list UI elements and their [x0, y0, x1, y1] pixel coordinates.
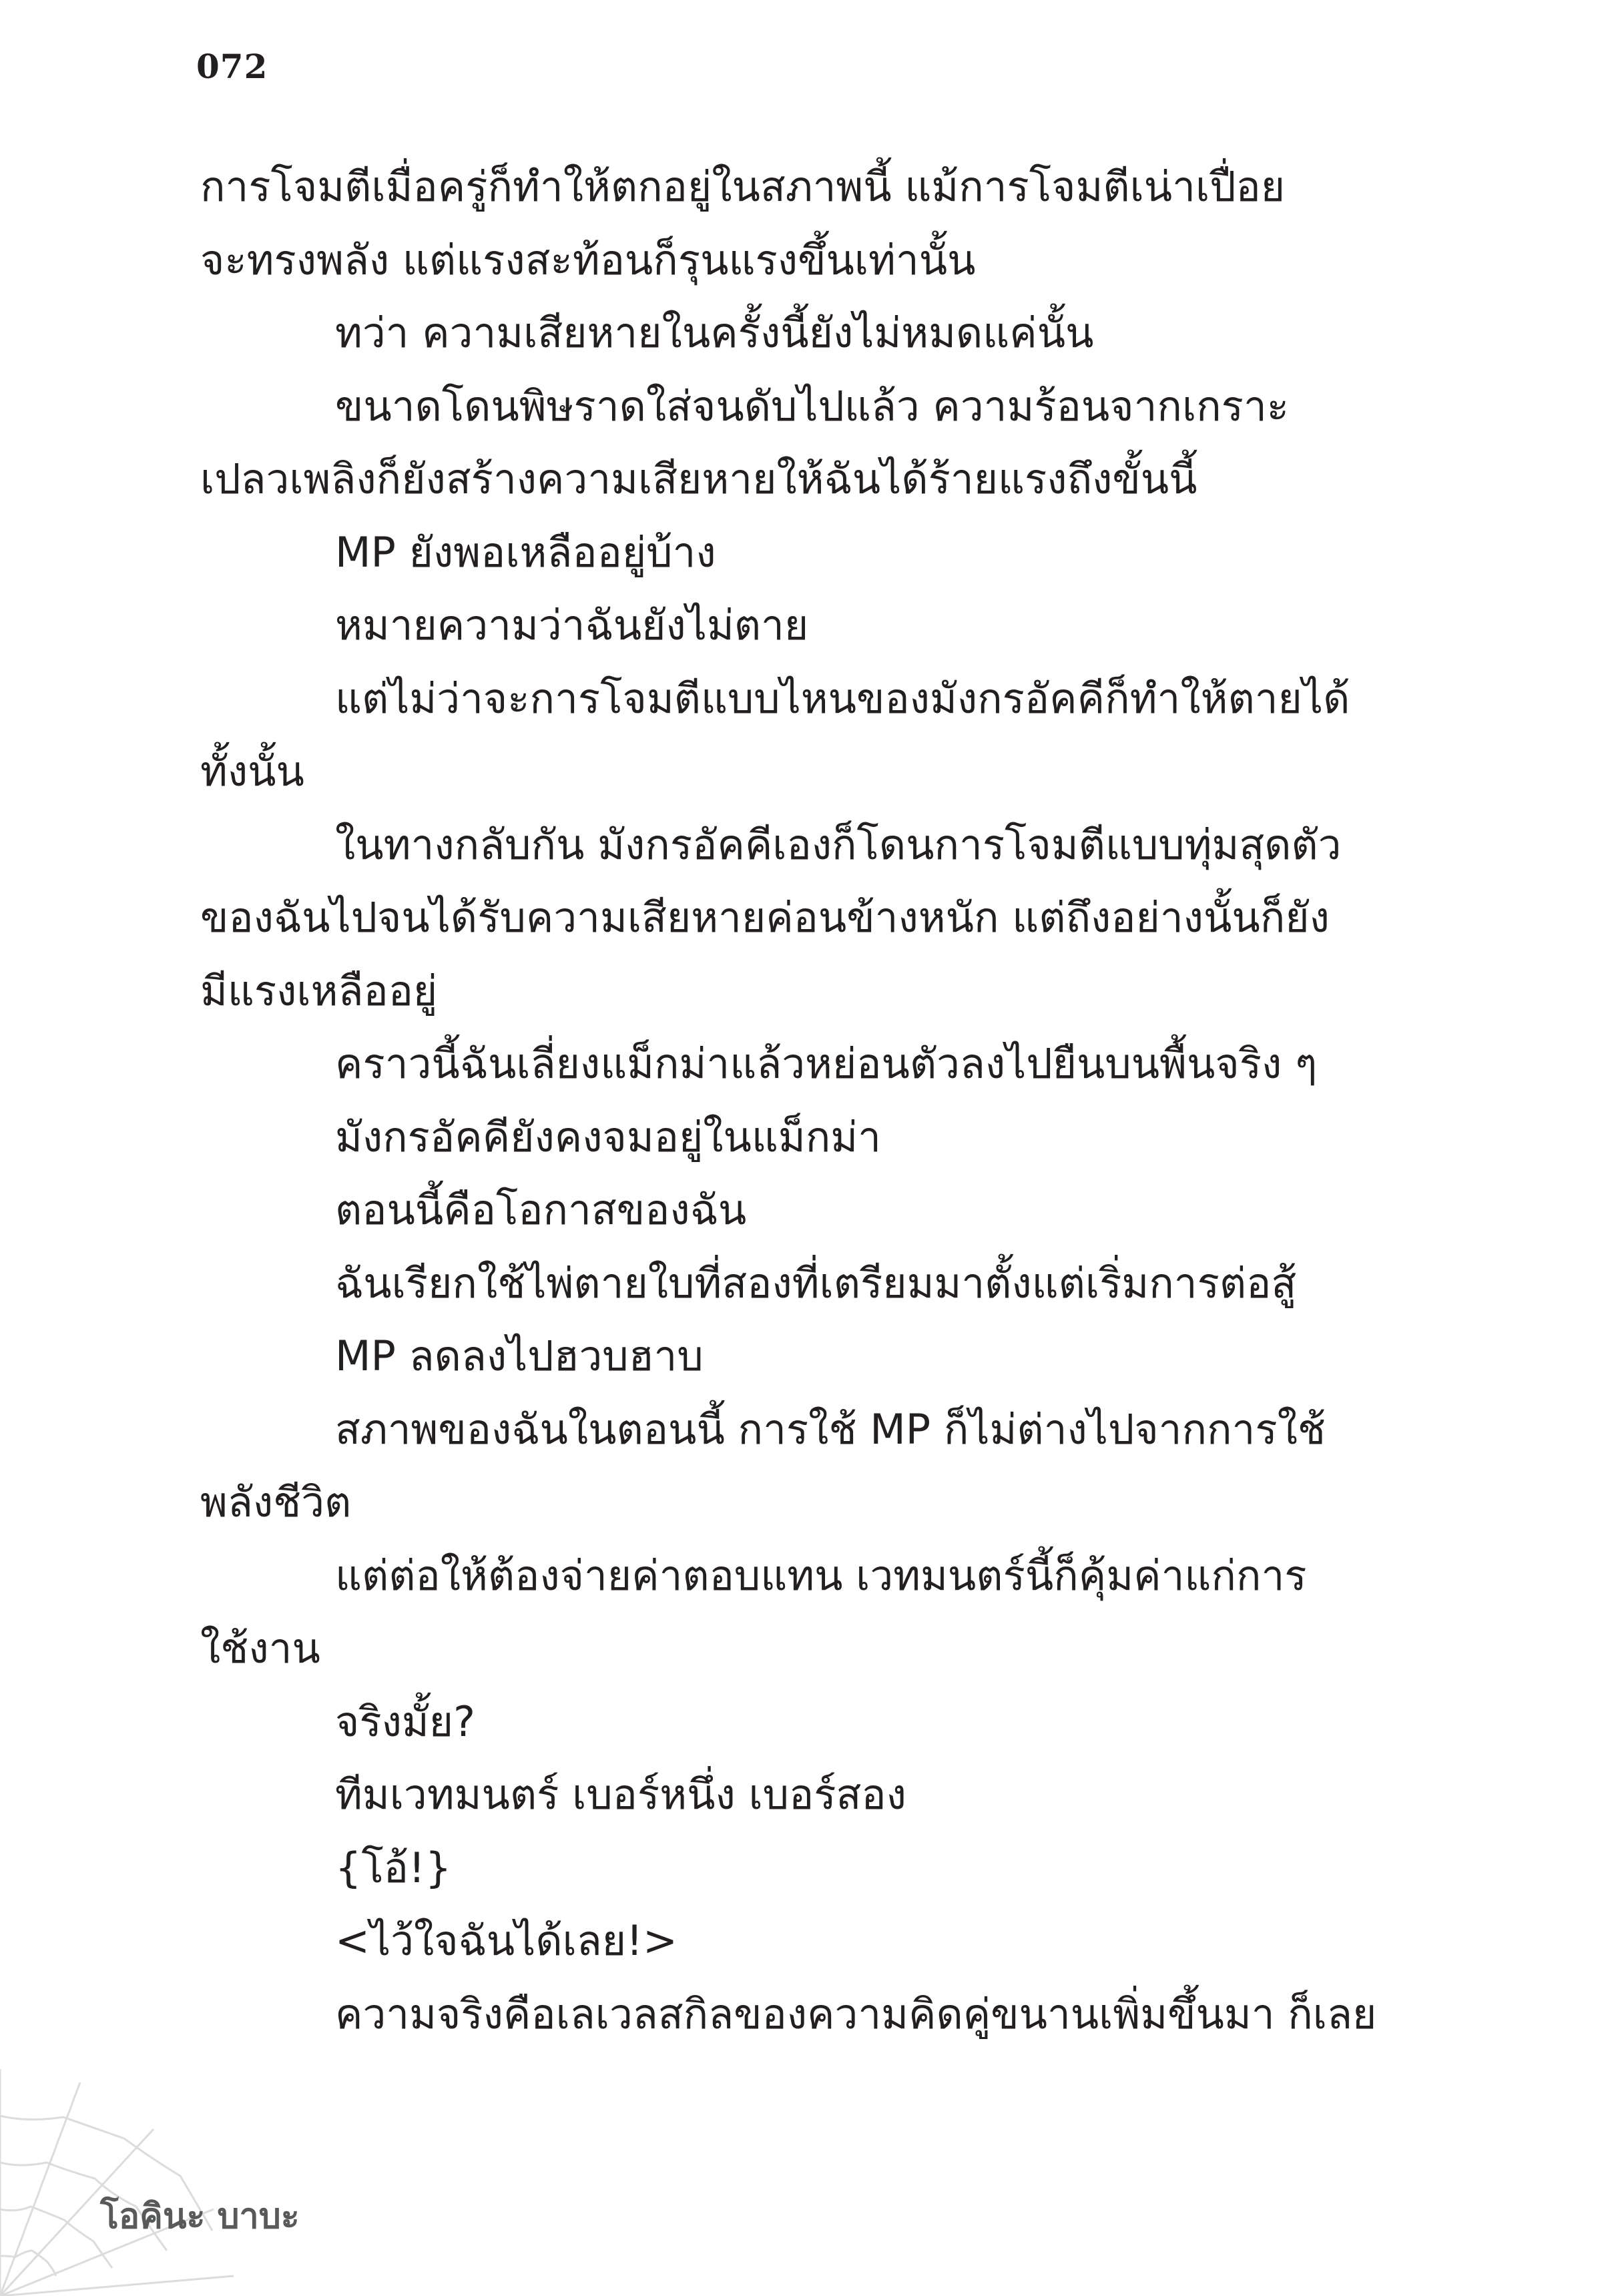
text-line: เปลวเพลิงก็ยังสร้างความเสียหายให้ฉันได้ร้ายแรงถึงขั้นนี้ — [200, 455, 1197, 503]
text-line: ฉันเรียกใช้ไพ่ตายใบที่สองที่เตรียมมาตั้งแต่เริ่มการต่อสู้ — [335, 1258, 1297, 1308]
text-line: มังกรอัคคียังคงจมอยู่ในแม็กม่า — [335, 1112, 881, 1161]
book-title-footer: โอคินะ บาบะ — [100, 2197, 300, 2237]
text-line: สภาพของฉันในตอนนี้ การใช้ MP ก็ไม่ต่างไปจากการใช้ — [335, 1404, 1326, 1454]
text-line: ความจริงคือเลเวลสกิลของความคิดคู่ขนานเพิ่มขึ้นมา ก็เลย — [335, 1989, 1377, 2038]
text-line: ตอนนี้คือโอกาสของฉัน — [335, 1185, 747, 1234]
text-line: ทั้งนั้น — [200, 747, 304, 796]
text-line: หมายความว่าฉันยังไม่ตาย — [335, 601, 809, 649]
text-line: ในทางกลับกัน มังกรอัคคีเองก็โดนการโจมตีแบบทุ่มสุดตัว — [335, 820, 1342, 869]
text-line: พลังชีวิต — [200, 1478, 352, 1526]
text-line: คราวนี้ฉันเลี่ยงแม็กม่าแล้วหย่อนตัวลงไปยืนบนพื้นจริง ๆ — [335, 1039, 1318, 1088]
text-line: จริงมั้ย? — [335, 1697, 476, 1746]
text-line: <ไว้ใจฉันได้เลย!> — [335, 1916, 678, 1965]
text-line: ใช้งาน — [200, 1624, 320, 1673]
text-line: จะทรงพลัง แต่แรงสะท้อนก็รุนแรงขึ้นเท่านั้น — [200, 235, 976, 284]
text-line: ทว่า ความเสียหายในครั้งนี้ยังไม่หมดแค่นั้น — [335, 308, 1094, 357]
text-line: ทีมเวทมนตร์ เบอร์หนึ่ง เบอร์สอง — [335, 1770, 906, 1819]
text-line: มีแรงเหลืออยู่ — [200, 966, 438, 1015]
text-line: MP ยังพอเหลืออยู่บ้าง — [335, 527, 716, 577]
text-line: MP ลดลงไปฮวบฮาบ — [335, 1332, 704, 1380]
text-line: แต่ต่อให้ต้องจ่ายค่าตอบแทน เวทมนตร์นี้ก็คุ้มค่าแก่การ — [335, 1550, 1307, 1600]
text-line: แต่ไม่ว่าจะการโจมตีแบบไหนของมังกรอัคคีก็ทำให้ตายได้ — [335, 673, 1350, 723]
text-line: การโจมตีเมื่อครู่ก็ทำให้ตกอยู่ในสภาพนี้ แม้การโจมตีเน่าเปื่อย — [200, 162, 1286, 211]
text-line: ของฉันไปจนได้รับความเสียหายค่อนข้างหนัก แต่ถึงอย่างนั้นก็ยัง — [200, 893, 1330, 942]
spider-web-icon — [0, 2056, 240, 2296]
text-line: {โอ้!} — [335, 1843, 452, 1892]
text-line: ขนาดโดนพิษราดใส่จนดับไปแล้ว ความร้อนจากเกราะ — [335, 381, 1290, 431]
page-number: 072 — [196, 47, 268, 86]
